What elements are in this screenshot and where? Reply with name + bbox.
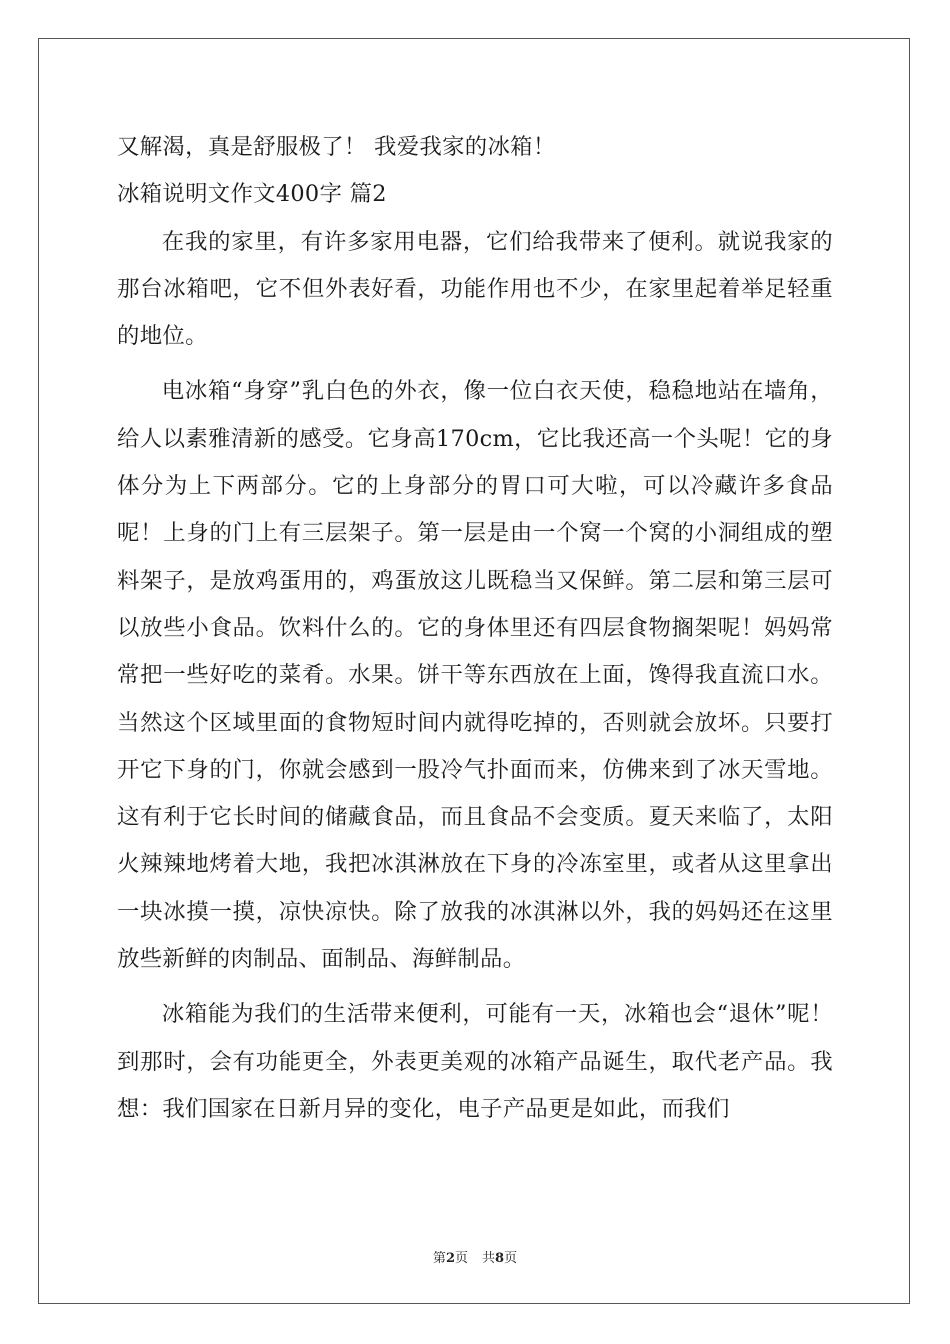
page-current: 2 bbox=[445, 1251, 455, 1266]
page-total: 8 bbox=[495, 1251, 505, 1266]
paragraph-spacer bbox=[117, 360, 833, 368]
total-suffix: 页 bbox=[504, 1251, 518, 1266]
section-title: 冰箱说明文作文400字 篇2 bbox=[117, 181, 387, 208]
total-prefix: 共 bbox=[482, 1251, 496, 1266]
paragraph: 冰箱能为我们的生活带来便利，可能有一天，冰箱也会“退休”呢！到那时，会有功能更全，外表更美观的冰箱产品诞生，取代老产品。我想：我们国家在日新月异的变化，电子产品更是如此，而我们 bbox=[117, 1001, 833, 1122]
page-prefix: 第 bbox=[432, 1251, 446, 1266]
lead-line: 又解渴，真是舒服极了！ 我爱我家的冰箱！ bbox=[117, 134, 556, 160]
document-body bbox=[117, 124, 833, 1133]
page-suffix: 页 bbox=[454, 1251, 468, 1266]
page-footer bbox=[0, 1247, 950, 1266]
paragraph: 在我的家里，有许多家用电器，它们给我带来了便利。就说我家的那台冰箱吧，它不但外表好看，功能作用也不少，在家里起着举足轻重的地位。 bbox=[117, 228, 833, 350]
paragraph-spacer bbox=[117, 983, 833, 991]
paragraph: 电冰箱“身穿”乳白色的外衣，像一位白衣天使，稳稳地站在墙角，给人以素雅清新的感受。它身高170cm，它比我还高一个头呢！它的身体分为上下两部分。它的上身部分的胃口可大啦，可以冷藏许多食品呢！上身的门上有三层架子。第一层是由一个窝一个窝的小洞组成的塑料架子，是放鸡蛋用的，鸡蛋放这儿既稳当又保鲜。第二层和第三层可以放些小食品。饮料什么的。它的身体里还有四层食物搁架呢！妈妈常常把一些好吃的菜肴。水果。饼干等东西放在上面，馋得我直流口水。当然这个区域里面的食物短时间内就得吃掉的，否则就会放坏。只要打开它下身的门，你就会感到一股冷气扑面而来，仿佛来到了冰天雪地。这有利于它长时间的储藏食品，而且食品不会变质。夏天来临了，太阳火辣辣地烤着大地，我把冰淇淋放在下身的冷冻室里，或者从这里拿出一块冰摸一摸，凉快凉快。除了放我的冰淇淋以外，我的妈妈还在这里放些新鲜的肉制品、面制品、海鲜制品。 bbox=[117, 378, 833, 973]
